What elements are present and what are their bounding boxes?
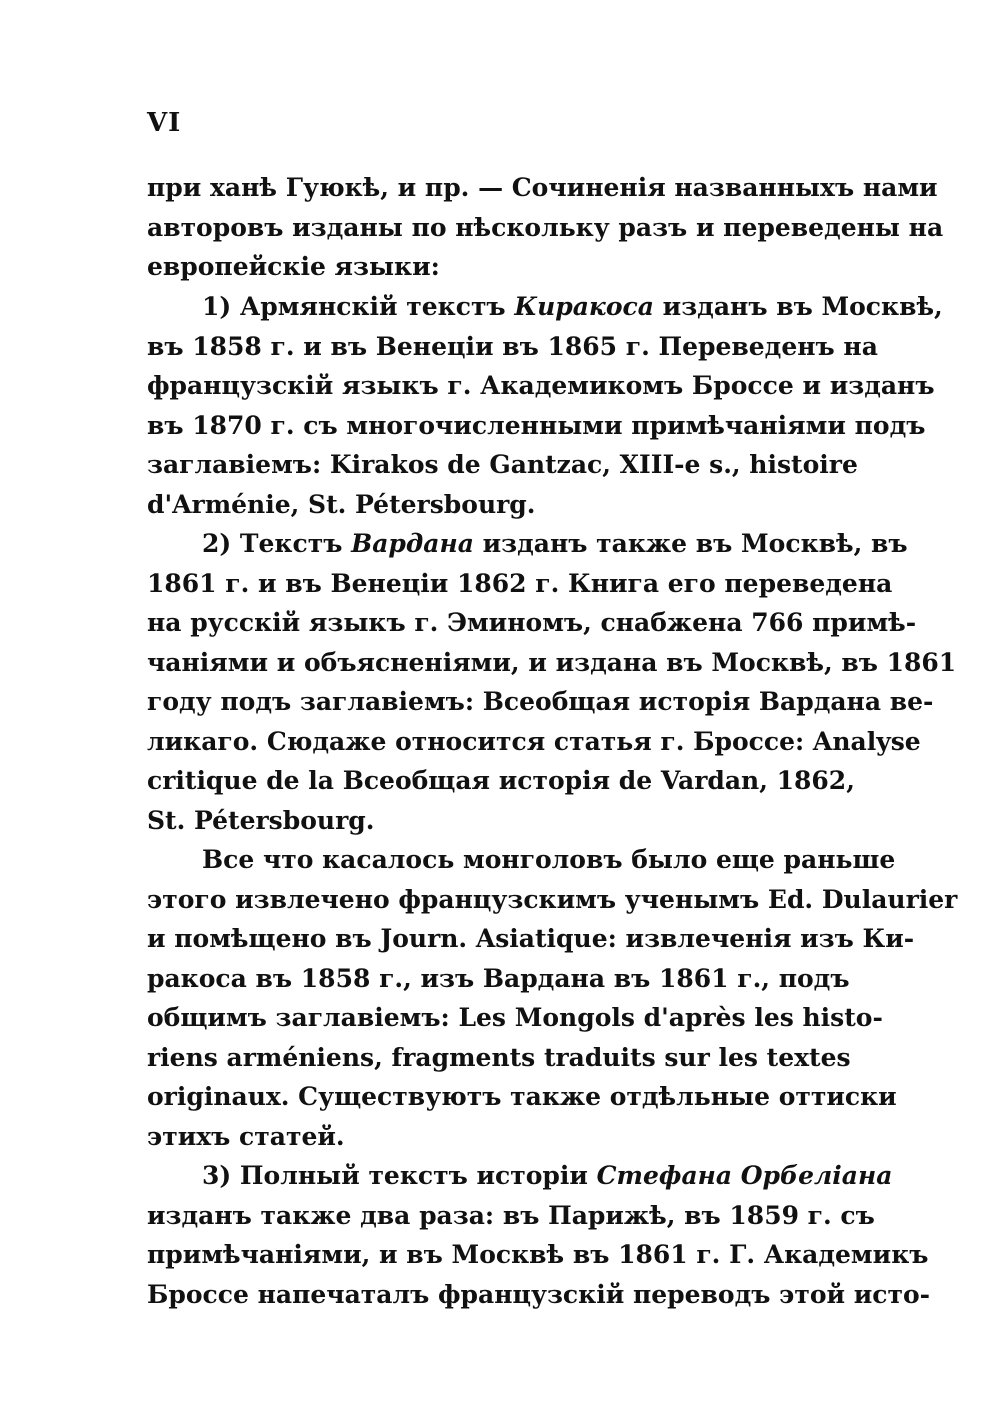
text-line: ракоса въ 1858 г., изъ Вардана въ 1861 г., подъ [147,964,850,993]
text-line: 1861 г. и въ Венеціи 1862 г. Книга его переведена [147,569,893,598]
text-segment: 1) Армянскій текстъ [202,292,515,321]
text-segment: изданъ въ Москвѣ, [653,292,943,321]
text-line: изданъ также два раза: въ Парижѣ, въ 1859 г. съ [147,1201,875,1230]
text-segment: 3) Полный текстъ исторіи [202,1161,597,1190]
text-line: году подъ заглавіемъ: Всеобщая исторія Вардана ве- [147,687,934,716]
author-name: Стефана Орбеліана [596,1161,893,1190]
text-line: этого извлечено французскимъ ученымъ Ed. Dulaurier [147,885,958,914]
text-line: originaux. Существуютъ также отдѣльные оттиски [147,1082,897,1111]
text-line: чаніями и объясненіями, и издана въ Москвѣ, въ 1861 [147,648,957,677]
text-line: на русскій языкъ г. Эминомъ, снабжена 766 примѣ- [147,608,917,637]
text-line: St. Pétersbourg. [147,806,375,835]
text-line [202,524,908,564]
text-line: d'Arménie, St. Pétersbourg. [147,490,536,519]
text-segment: изданъ также въ Москвѣ, въ [473,529,908,558]
page-number: VI [147,108,182,138]
text-line: и помѣщено въ Journ. Asiatique: извлеченія изъ Ки- [147,924,915,953]
text-line: Все что касалось монголовъ было еще раньше [202,845,896,874]
author-name: Киракоса [514,292,654,321]
text-line: въ 1858 г. и въ Венеціи въ 1865 г. Переведенъ на [147,332,878,361]
text-line: при ханѣ Гуюкѣ, и пр. — Сочиненія названныхъ нами [147,173,938,202]
text-line: европейскіе языки: [147,252,440,281]
text-line: авторовъ изданы по нѣскольку разъ и переведены на [147,213,944,242]
text-line: общимъ заглавіемъ: Les Mongols d'après les histo- [147,1003,883,1032]
text-line [202,287,943,327]
text-line: Броссе напечаталъ французскій переводъ этой исто- [147,1280,931,1309]
text-line: riens arméniens, fragments traduits sur les textes [147,1043,851,1072]
text-line: critique de la Всеобщая исторія de Vardan, 1862, [147,766,855,795]
text-line [202,1156,893,1196]
text-line: ликаго. Сюдаже относится статья г. Броссе: Analyse [147,727,921,756]
text-line: заглавіемъ: Kirakos de Gantzac, XIII-e s., histoire [147,450,858,479]
text-line: примѣчаніями, и въ Москвѣ въ 1861 г. Г. Академикъ [147,1240,929,1269]
author-name: Вардана [351,529,474,558]
text-segment: 2) Текстъ [202,529,352,558]
text-line: въ 1870 г. съ многочисленными примѣчаніями подъ [147,411,926,440]
text-line: французскій языкъ г. Академикомъ Броссе и изданъ [147,371,935,400]
text-line: этихъ статей. [147,1122,345,1151]
